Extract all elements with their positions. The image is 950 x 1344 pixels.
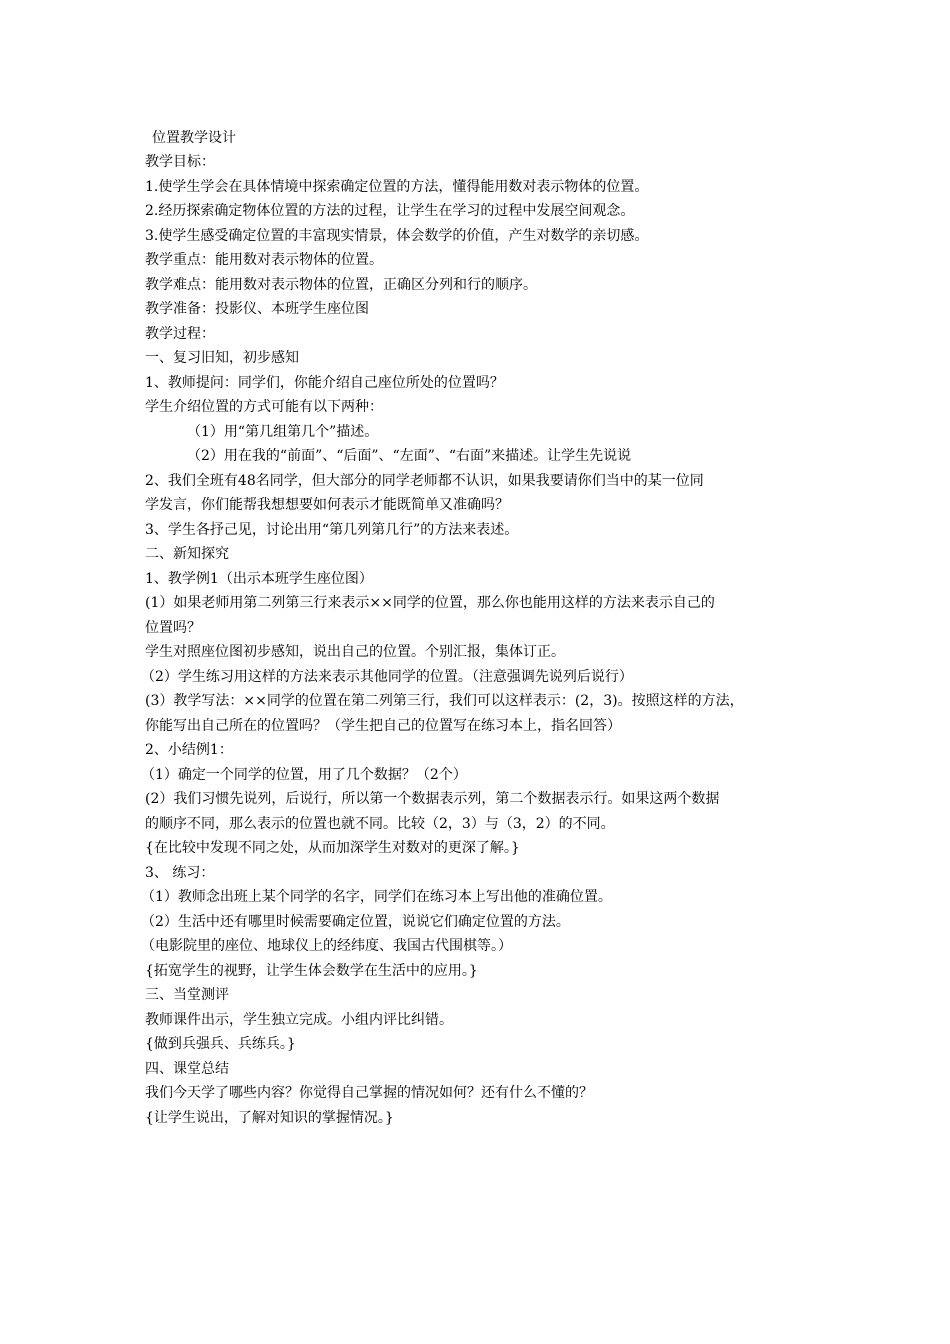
paragraph-line: 教师课件出示，学生独立完成。小组内评比纠错。: [145, 1012, 453, 1028]
paragraph-line: 1、教师提问：同学们，你能介绍自己座位所处的位置吗？: [145, 375, 504, 391]
paragraph-line: {做到兵强兵、兵练兵。}: [145, 1036, 296, 1052]
paragraph-line: 2、我们全班有48名同学，但大部分的同学老师都不认识，如果我要请你们当中的某一位同: [145, 473, 704, 489]
paragraph-line: （电影院里的座位、地球仪上的经纬度、我国古代围棋等。）: [141, 938, 512, 954]
paragraph-line: (2）我们习惯先说列，后说行，所以第一个数据表示列，第二个数据表示行。如果这两个数据: [145, 791, 720, 807]
objective-2: 2.经历探索确定物体位置的方法的过程，让学生在学习的过程中发展空间观念。: [145, 203, 635, 219]
paragraph-line: {在比较中发现不同之处，从而加深学生对数对的更深了解。}: [145, 840, 520, 856]
preparation: 教学准备：投影仪、本班学生座位图: [145, 301, 369, 317]
paragraph-line: （1）确定一个同学的位置，用了几个数据？（2个）: [141, 767, 467, 783]
paragraph-line: 的顺序不同，那么表示的位置也就不同。比较（2，3）与（3，2）的不同。: [145, 816, 615, 832]
paragraph-line: 2、小结例1：: [145, 742, 233, 758]
section-2-heading: 二、新知探究: [145, 546, 229, 562]
paragraph-line: 你能写出自己所在的位置吗？（学生把自己的位置写在练习本上，指名回答）: [145, 718, 621, 734]
paragraph-line: 3、 练习：: [145, 865, 215, 881]
paragraph-line: （2）生活中还有哪里时候需要确定位置，说说它们确定位置的方法。: [141, 914, 570, 930]
paragraph-line: 1、教学例1（出示本班学生座位图）: [145, 571, 373, 587]
paragraph-line: （1）教师念出班上某个同学的名字，同学们在练习本上写出他的准确位置。: [141, 889, 612, 905]
document-title: 位置教学设计: [152, 130, 236, 146]
objective-1: 1.使学生学会在具体情境中探索确定位置的方法，懂得能用数对表示物体的位置。: [145, 179, 649, 195]
paragraph-line: {拓宽学生的视野，让学生体会数学在生活中的应用。}: [145, 963, 478, 979]
paragraph-line: （2）用在我的“前面”、“后面”、“左面”、“右面”来描述。让学生先说说: [187, 448, 632, 464]
paragraph-line: 学生对照座位图初步感知，说出自己的位置。个别汇报，集体订正。: [145, 644, 565, 660]
paragraph-line: 学生介绍位置的方式可能有以下两种：: [145, 399, 383, 415]
difficult-point: 教学难点：能用数对表示物体的位置，正确区分列和行的顺序。: [145, 277, 537, 293]
objective-3: 3.使学生感受确定位置的丰富现实情景，体会数学的价值，产生对数学的亲切感。: [145, 228, 649, 244]
paragraph-line: {让学生说出，了解对知识的掌握情况。}: [145, 1110, 394, 1126]
paragraph-line: (1）如果老师用第二列第三行来表示××同学的位置，那么你也能用这样的方法来表示自己的: [145, 595, 715, 611]
paragraph-line: （1）用“第几组第几个”描述。: [187, 424, 379, 440]
paragraph-line: 我们今天学了哪些内容？你觉得自己掌握的情况如何？还有什么不懂的？: [145, 1085, 593, 1101]
section-1-heading: 一、复习旧知，初步感知: [145, 350, 299, 366]
section-3-heading: 三、当堂测评: [145, 987, 229, 1003]
section-4-heading: 四、课堂总结: [145, 1061, 229, 1077]
paragraph-line: 3、学生各抒己见，讨论出用“第几列第几行”的方法来表述。: [145, 522, 519, 538]
paragraph-line: 学发言，你们能帮我想想要如何表示才能既简单又准确吗？: [145, 497, 509, 513]
key-point: 教学重点：能用数对表示物体的位置。: [145, 252, 383, 268]
paragraph-line: 位置吗？: [145, 620, 201, 636]
paragraph-line: (3）教学写法：××同学的位置在第二列第三行，我们可以这样表示：(2，3)。按照这样的方法，: [145, 693, 744, 709]
heading-process: 教学过程：: [145, 326, 215, 342]
paragraph-line: （2）学生练习用这样的方法来表示其他同学的位置。（注意强调先说列后说行）: [141, 669, 633, 685]
heading-objectives: 教学目标：: [145, 154, 215, 170]
